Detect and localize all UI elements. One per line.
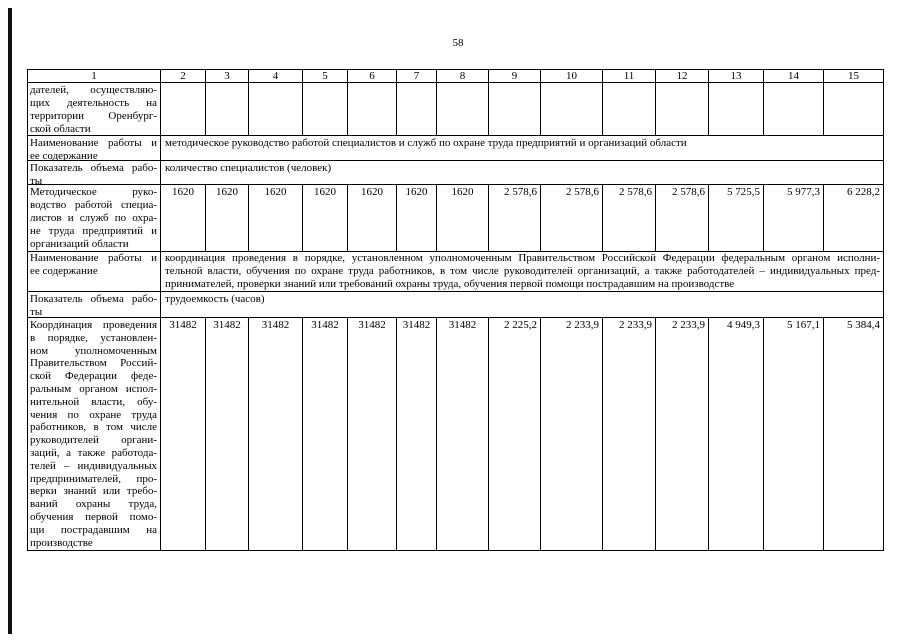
column-number-14: 14 [764, 70, 824, 83]
value-cell: 4 949,3 [709, 318, 764, 551]
label-line: ном уполномоченным [30, 344, 157, 357]
scan-binding-edge [8, 8, 12, 634]
description-line: тельной власти, обучения по охране труда работников, в том числе руководителей организаций, а также работодателей – индивидуальных пред- [165, 265, 880, 277]
label-line: Наименование работы и [30, 252, 157, 264]
work-description [161, 252, 884, 292]
value-cell: 1620 [303, 185, 348, 252]
empty-cell [161, 83, 206, 136]
label-line: ской Федерации феде- [30, 370, 157, 383]
value-cell: 2 233,9 [656, 318, 709, 551]
label-line: листов и служб по охра- [30, 212, 157, 224]
column-number-11: 11 [603, 70, 656, 83]
row-label-volume-indicator [28, 161, 161, 185]
label-line: Правительством Россий- [30, 357, 157, 370]
value-cell: 1620 [348, 185, 397, 252]
column-number-13: 13 [709, 70, 764, 83]
column-number-12: 12 [656, 70, 709, 83]
label-line: водство работой специа- [30, 199, 157, 211]
empty-cell [303, 83, 348, 136]
value-cell: 1620 [249, 185, 303, 252]
column-number-4: 4 [249, 70, 303, 83]
value-cell: 31482 [397, 318, 437, 551]
label-line: ральным органом испол- [30, 382, 157, 395]
empty-cell [206, 83, 249, 136]
column-number-7: 7 [397, 70, 437, 83]
value-cell: 2 225,2 [489, 318, 541, 551]
value-cell: 1620 [437, 185, 489, 252]
value-cell: 2 578,6 [541, 185, 603, 252]
empty-cell [437, 83, 489, 136]
page-number: 58 [452, 37, 464, 49]
label-line: в порядке, установлен- [30, 331, 157, 344]
value-cell: 5 977,3 [764, 185, 824, 252]
label-line: ее содержание [30, 150, 98, 161]
description-line: методическое руководство работой специалистов и служб по охране труда предприятий и организаций области [165, 137, 687, 149]
value-cell: 31482 [437, 318, 489, 551]
value-cell: 31482 [249, 318, 303, 551]
label-line: работников, в том числе [30, 421, 157, 434]
value-cell: 1620 [161, 185, 206, 252]
empty-cell [656, 83, 709, 136]
column-number-1: 1 [28, 70, 161, 83]
row-label-work-name [28, 136, 161, 161]
label-line: ской области [30, 123, 91, 135]
label-line: нительной власти, обу- [30, 395, 157, 408]
description-line: трудоемкость (часов) [165, 293, 265, 305]
value-cell: 5 725,5 [709, 185, 764, 252]
column-number-5: 5 [303, 70, 348, 83]
label-line: ее содержание [30, 265, 98, 277]
label-line: дателей, осуществляю- [30, 84, 157, 96]
empty-cell [824, 83, 884, 136]
label-line: предпринимателей, про- [30, 472, 157, 485]
value-cell: 31482 [206, 318, 249, 551]
volume-indicator-description [161, 292, 884, 318]
row-label-methodical-guidance [28, 185, 161, 252]
label-line: обучения первой помо- [30, 510, 157, 523]
label-line: Координация проведения [30, 319, 157, 331]
row-label-training-coordination [28, 318, 161, 551]
empty-cell [249, 83, 303, 136]
label-line: не труда предприятий и [30, 225, 157, 237]
row-label-continued [28, 83, 161, 136]
label-line: Показатель объема рабо- [30, 293, 157, 305]
label-line: Методическое руко- [30, 186, 157, 198]
column-number-3: 3 [206, 70, 249, 83]
label-line: производстве [30, 536, 93, 549]
description-line: принимателей, проверки знаний или требований охраны труда, обучения первой помощи пострадавшим на производстве [165, 278, 735, 290]
column-number-10: 10 [541, 70, 603, 83]
column-number-9: 9 [489, 70, 541, 83]
label-line: телей – индивидуальных [30, 459, 157, 472]
data-table [27, 69, 884, 551]
value-cell: 1620 [206, 185, 249, 252]
label-line: щи пострадавшим на [30, 523, 157, 536]
empty-cell [764, 83, 824, 136]
empty-cell [489, 83, 541, 136]
label-line: территории Оренбург- [30, 110, 157, 122]
empty-cell [541, 83, 603, 136]
label-line: заций, а также работода- [30, 446, 157, 459]
value-cell: 5 167,1 [764, 318, 824, 551]
value-cell: 2 578,6 [489, 185, 541, 252]
label-line: организаций области [30, 238, 129, 250]
label-line: руководителей органи- [30, 434, 157, 447]
description-line: координация проведения в порядке, установленном уполномоченным Правительством Российской Федерации федеральным органом исполни- [165, 252, 880, 264]
column-number-2: 2 [161, 70, 206, 83]
column-number-8: 8 [437, 70, 489, 83]
label-line: ваний охраны труда, [30, 498, 157, 511]
label-line: верки знаний или требо- [30, 485, 157, 498]
row-label-work-name [28, 252, 161, 292]
value-cell: 2 233,9 [603, 318, 656, 551]
empty-cell [709, 83, 764, 136]
value-cell: 2 578,6 [656, 185, 709, 252]
column-number-6: 6 [348, 70, 397, 83]
label-line: ты [30, 175, 43, 185]
value-cell: 31482 [348, 318, 397, 551]
label-line: щих деятельность на [30, 97, 157, 109]
label-line: чения по охране труда [30, 408, 157, 421]
label-line: Показатель объема рабо- [30, 162, 157, 174]
volume-indicator-description [161, 161, 884, 185]
label-line: Наименование работы и [30, 137, 157, 149]
column-number-15: 15 [824, 70, 884, 83]
description-line: количество специалистов (человек) [165, 162, 332, 174]
row-label-volume-indicator [28, 292, 161, 318]
value-cell: 2 233,9 [541, 318, 603, 551]
value-cell: 5 384,4 [824, 318, 884, 551]
value-cell: 2 578,6 [603, 185, 656, 252]
empty-cell [603, 83, 656, 136]
empty-cell [397, 83, 437, 136]
value-cell: 31482 [303, 318, 348, 551]
label-line: ты [30, 306, 43, 318]
value-cell: 1620 [397, 185, 437, 252]
work-description [161, 136, 884, 161]
value-cell: 6 228,2 [824, 185, 884, 252]
value-cell: 31482 [161, 318, 206, 551]
empty-cell [348, 83, 397, 136]
